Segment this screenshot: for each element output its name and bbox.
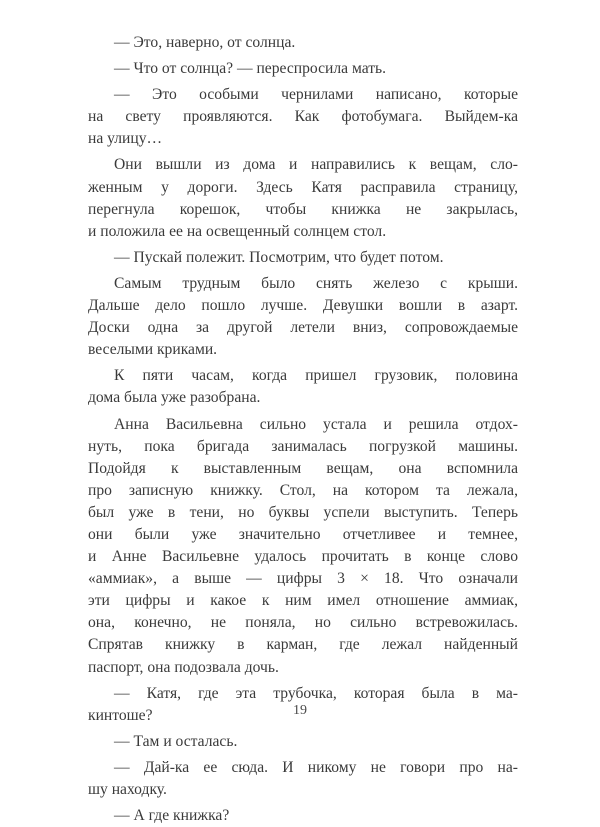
text-line: — Там и осталась.: [114, 732, 238, 750]
text-line: они были уже значительно отчетливее и темнее,: [88, 525, 518, 543]
text-line: — Пускай полежит. Посмотрим, что будет потом.: [114, 248, 444, 266]
text-line: про записную книжку. Стол, на котором та лежала,: [88, 481, 518, 499]
text-line: дома была уже разобрана.: [88, 389, 261, 407]
text-line: женным у дороги. Здесь Катя расправила страницу,: [88, 178, 518, 196]
text-line: Подойдя к выставленным вещам, она вспомнила: [88, 459, 518, 477]
text-line: Спрятав книжку в карман, где лежал найденный: [88, 636, 518, 654]
paragraph: [88, 414, 518, 679]
text-line: эти цифры и какое к ним имел отношение аммиак,: [88, 592, 518, 610]
text-line: Дальше дело пошло лучше. Девушки вошли в азарт.: [88, 297, 518, 315]
paragraph: [88, 247, 518, 269]
text-line: — Дай-ка ее сюда. И никому не говори про на-: [114, 758, 518, 776]
text-line: и положила ее на освещенный солнцем стол.: [88, 222, 387, 240]
text-line: — Катя, где эта трубочка, которая была в ма-: [114, 684, 518, 702]
text-line: — А где книжка?: [114, 807, 230, 825]
text-line: Самым трудным было снять железо с крыши.: [114, 274, 518, 292]
text-line: Доски одна за другой летели вниз, сопровождаемые: [88, 319, 518, 337]
text-line: — Это особыми чернилами написано, которые: [114, 86, 518, 104]
text-line: нуть, пока бригада занималась погрузкой машины.: [88, 437, 518, 455]
text-line: шу находку.: [88, 781, 167, 798]
text-line: на свету проявляются. Как фотобумага. Выйдем-ка: [88, 108, 518, 126]
text-line: на улицу…: [88, 130, 163, 148]
text-line: она, конечно, не поняла, но сильно встревожилась.: [88, 614, 518, 632]
text-line: — Что от солнца? — переспросила мать.: [114, 60, 387, 78]
text-line: и Анне Васильевне удалось прочитать в конце слово: [88, 548, 518, 566]
text-line: «аммиак», а выше — цифры 3 × 18. Что означали: [88, 570, 518, 588]
paragraph: [88, 757, 518, 801]
paragraph: [88, 84, 518, 150]
text-line: паспорт, она подозвала дочь.: [88, 658, 279, 676]
paragraph: [88, 32, 518, 54]
text-line: Они вышли из дома и направились к вещам, сло-: [114, 156, 518, 174]
text-line: веселыми криками.: [88, 341, 218, 359]
paragraph: [88, 273, 518, 361]
paragraph: [88, 805, 518, 827]
text-line: перегнула корешок, чтобы книжка не закрылась,: [88, 200, 518, 218]
page-number: 19: [293, 703, 307, 718]
paragraph: [88, 58, 518, 80]
text-line: — Это, наверно, от солнца.: [114, 34, 296, 51]
text-line: К пяти часам, когда пришел грузовик, половина: [114, 367, 518, 385]
paragraph: [88, 154, 518, 242]
paragraph: [88, 365, 518, 409]
text-line: Анна Васильевна сильно устала и решила отдох-: [114, 415, 518, 433]
text-line: кинтоше?: [88, 706, 153, 724]
text-line: был уже в тени, но буквы успели выступить. Теперь: [88, 503, 518, 521]
